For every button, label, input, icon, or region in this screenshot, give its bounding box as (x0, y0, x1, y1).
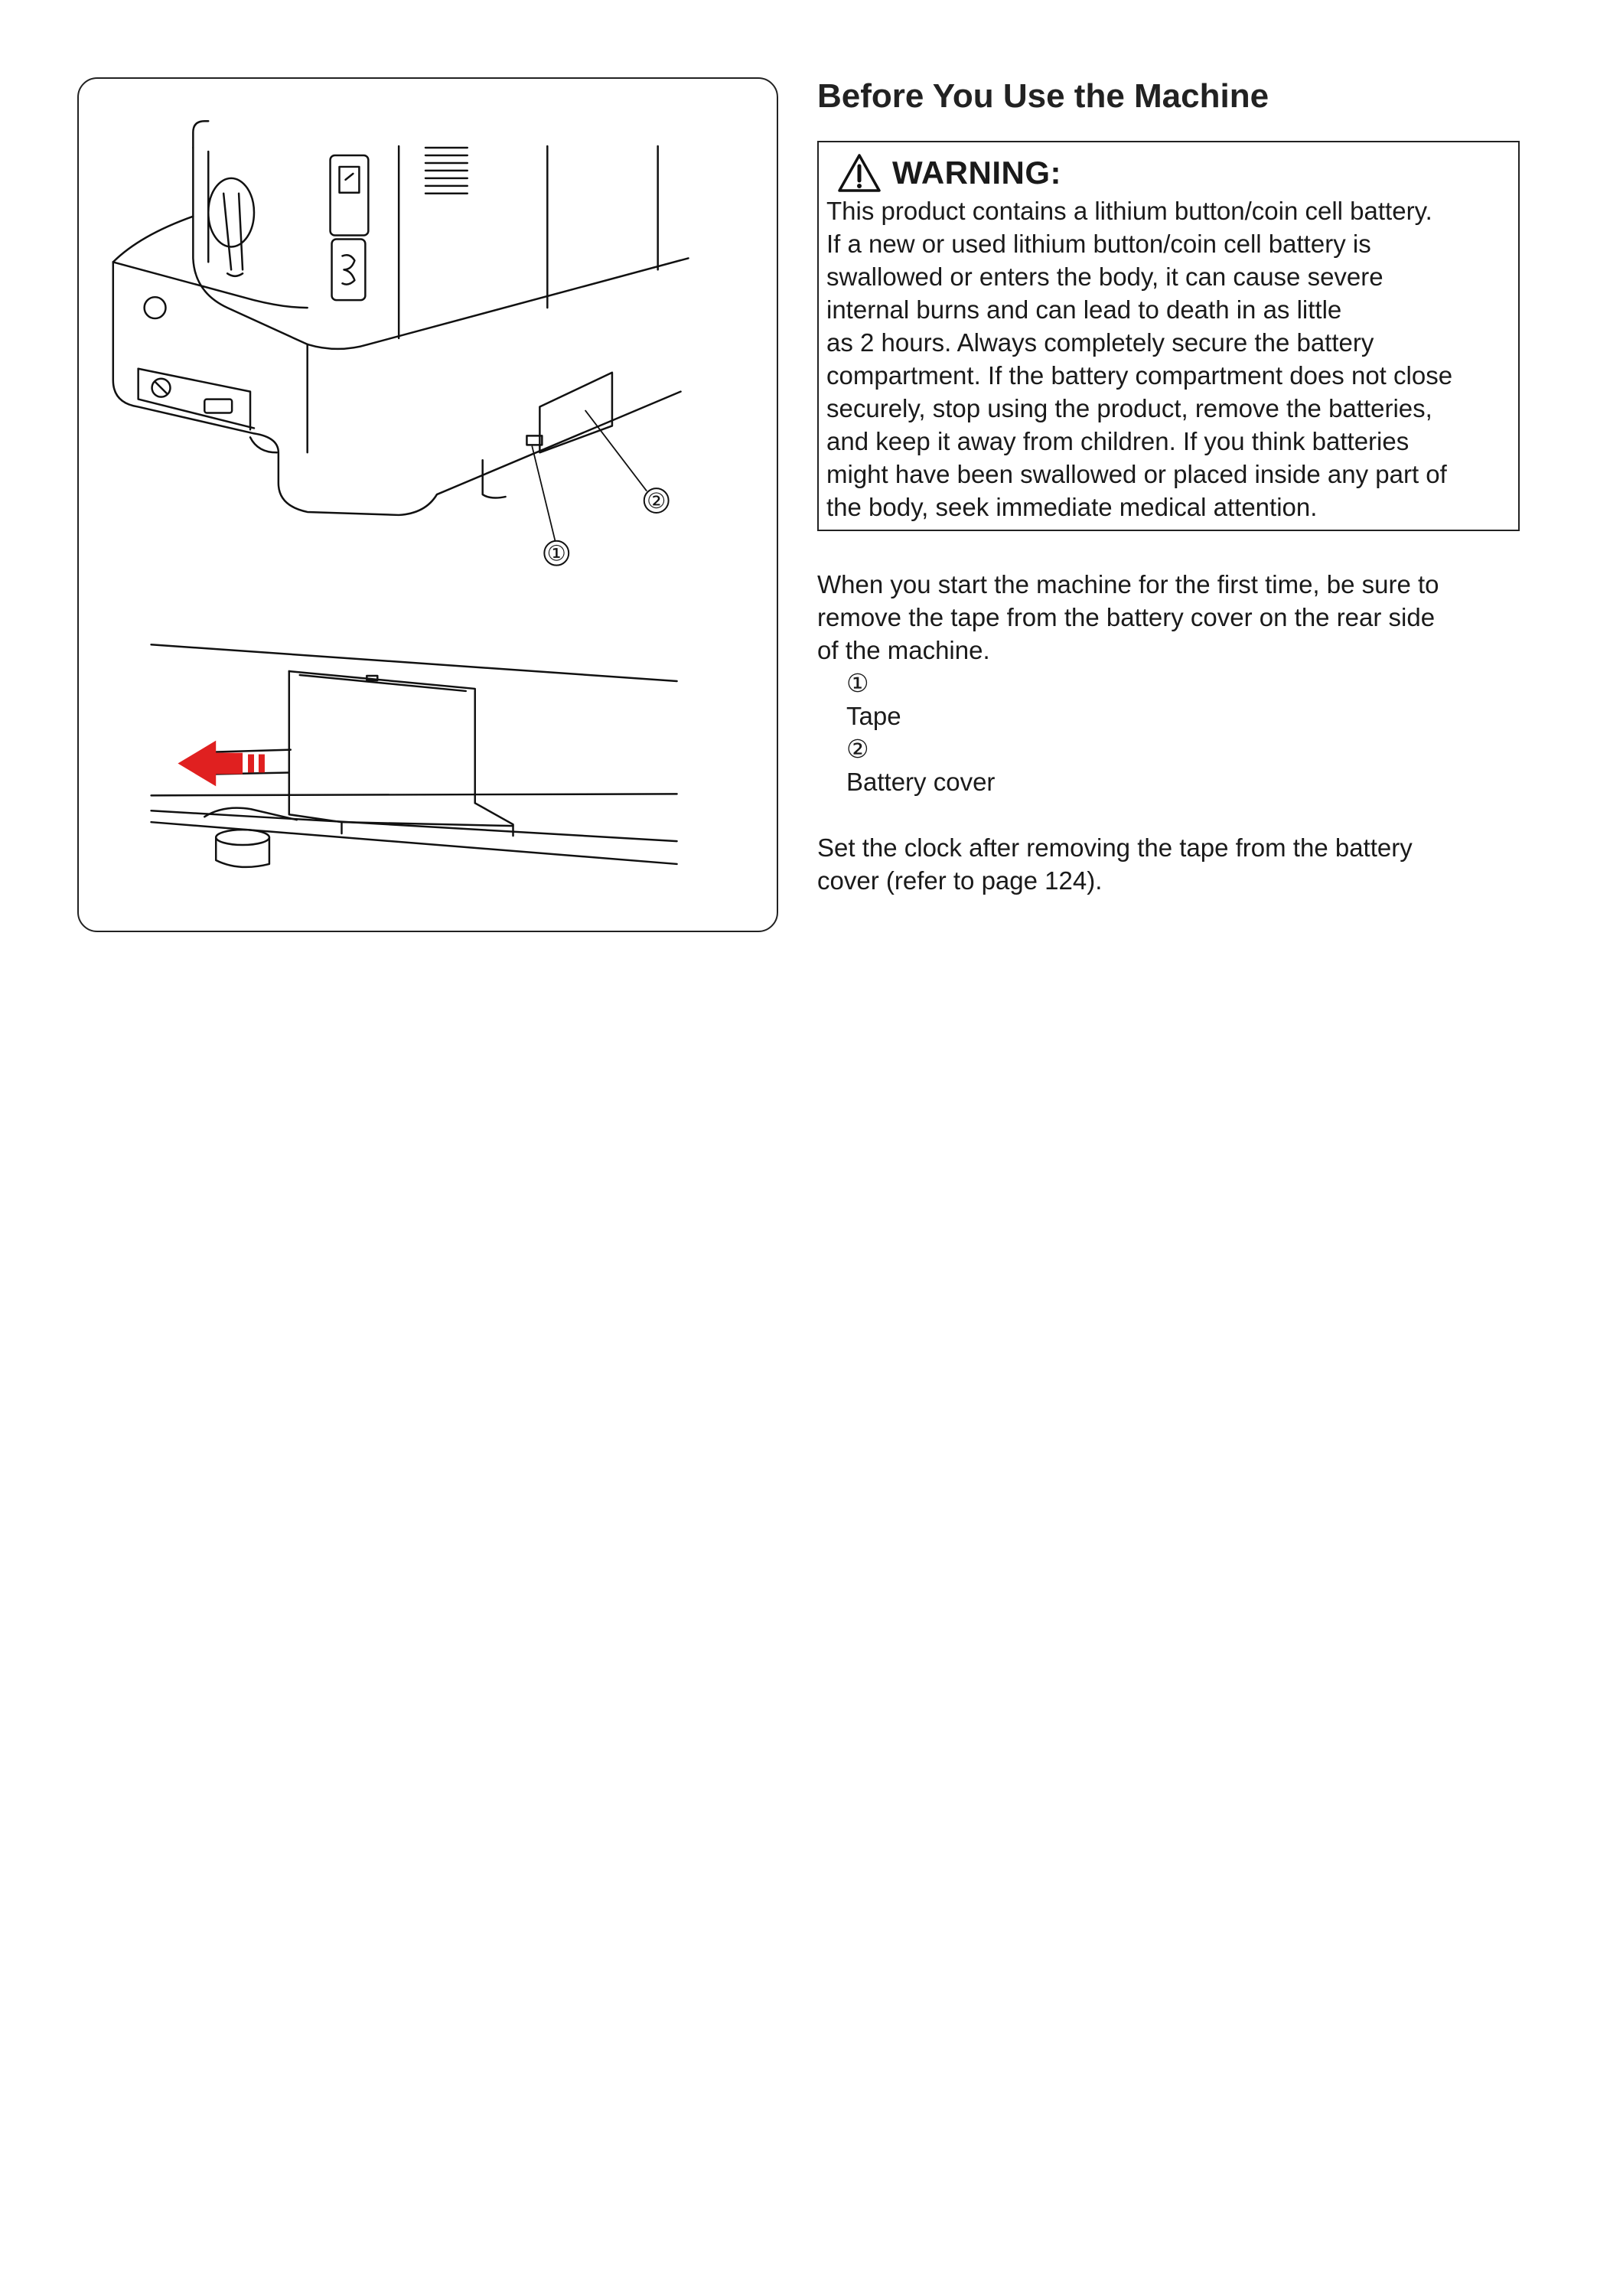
warning-header (826, 152, 1511, 194)
warning-triangle-icon (837, 153, 882, 193)
callout-battery-cover-number: ② (647, 488, 666, 514)
instruction-line: remove the tape from the battery cover on the rear side (817, 603, 1436, 631)
warning-line: If a new or used lithium button/coin cell battery is (826, 230, 1371, 258)
warning-line: compartment. If the battery compartment does not close (826, 361, 1453, 390)
warning-line: and keep it away from children. If you think batteries (826, 427, 1410, 455)
warning-line: swallowed or enters the body, it can cause severe (826, 263, 1383, 291)
warning-title: WARNING: (892, 155, 1061, 191)
warning-line: internal burns and can lead to death in as little (826, 295, 1342, 324)
warning-line: securely, stop using the product, remove the batteries, (826, 394, 1432, 422)
warning-line: as 2 hours. Always completely secure the battery (826, 328, 1374, 357)
clock-line: Set the clock after removing the tape from the battery (817, 833, 1413, 862)
pull-direction-arrow (178, 741, 265, 787)
legend-label: Tape (846, 702, 901, 730)
legend-number: ① (846, 669, 869, 697)
warning-line: might have been swallowed or placed inside any part of (826, 460, 1447, 488)
legend-label: Battery cover (846, 768, 996, 796)
clock-paragraph (817, 831, 1525, 897)
battery-cover-illustration (79, 79, 777, 931)
warning-text (826, 194, 1511, 523)
warning-line: the body, seek immediate medical attention. (826, 493, 1318, 521)
instruction-line: When you start the machine for the first time, be sure to (817, 570, 1439, 598)
legend-item-tape (817, 667, 1525, 732)
instruction-paragraph (817, 568, 1525, 798)
legend-item-battery-cover (817, 732, 1525, 798)
legend-number: ② (846, 735, 869, 763)
warning-box (817, 141, 1520, 531)
instruction-line: of the machine. (817, 636, 990, 664)
warning-line: This product contains a lithium button/coin cell battery. (826, 197, 1432, 225)
page-title: Before You Use the Machine (817, 77, 1269, 115)
callout-tape-number: ① (546, 540, 566, 566)
clock-line: cover (refer to page 124). (817, 866, 1103, 895)
content-column (817, 73, 1525, 897)
illustration-panel (77, 77, 778, 932)
